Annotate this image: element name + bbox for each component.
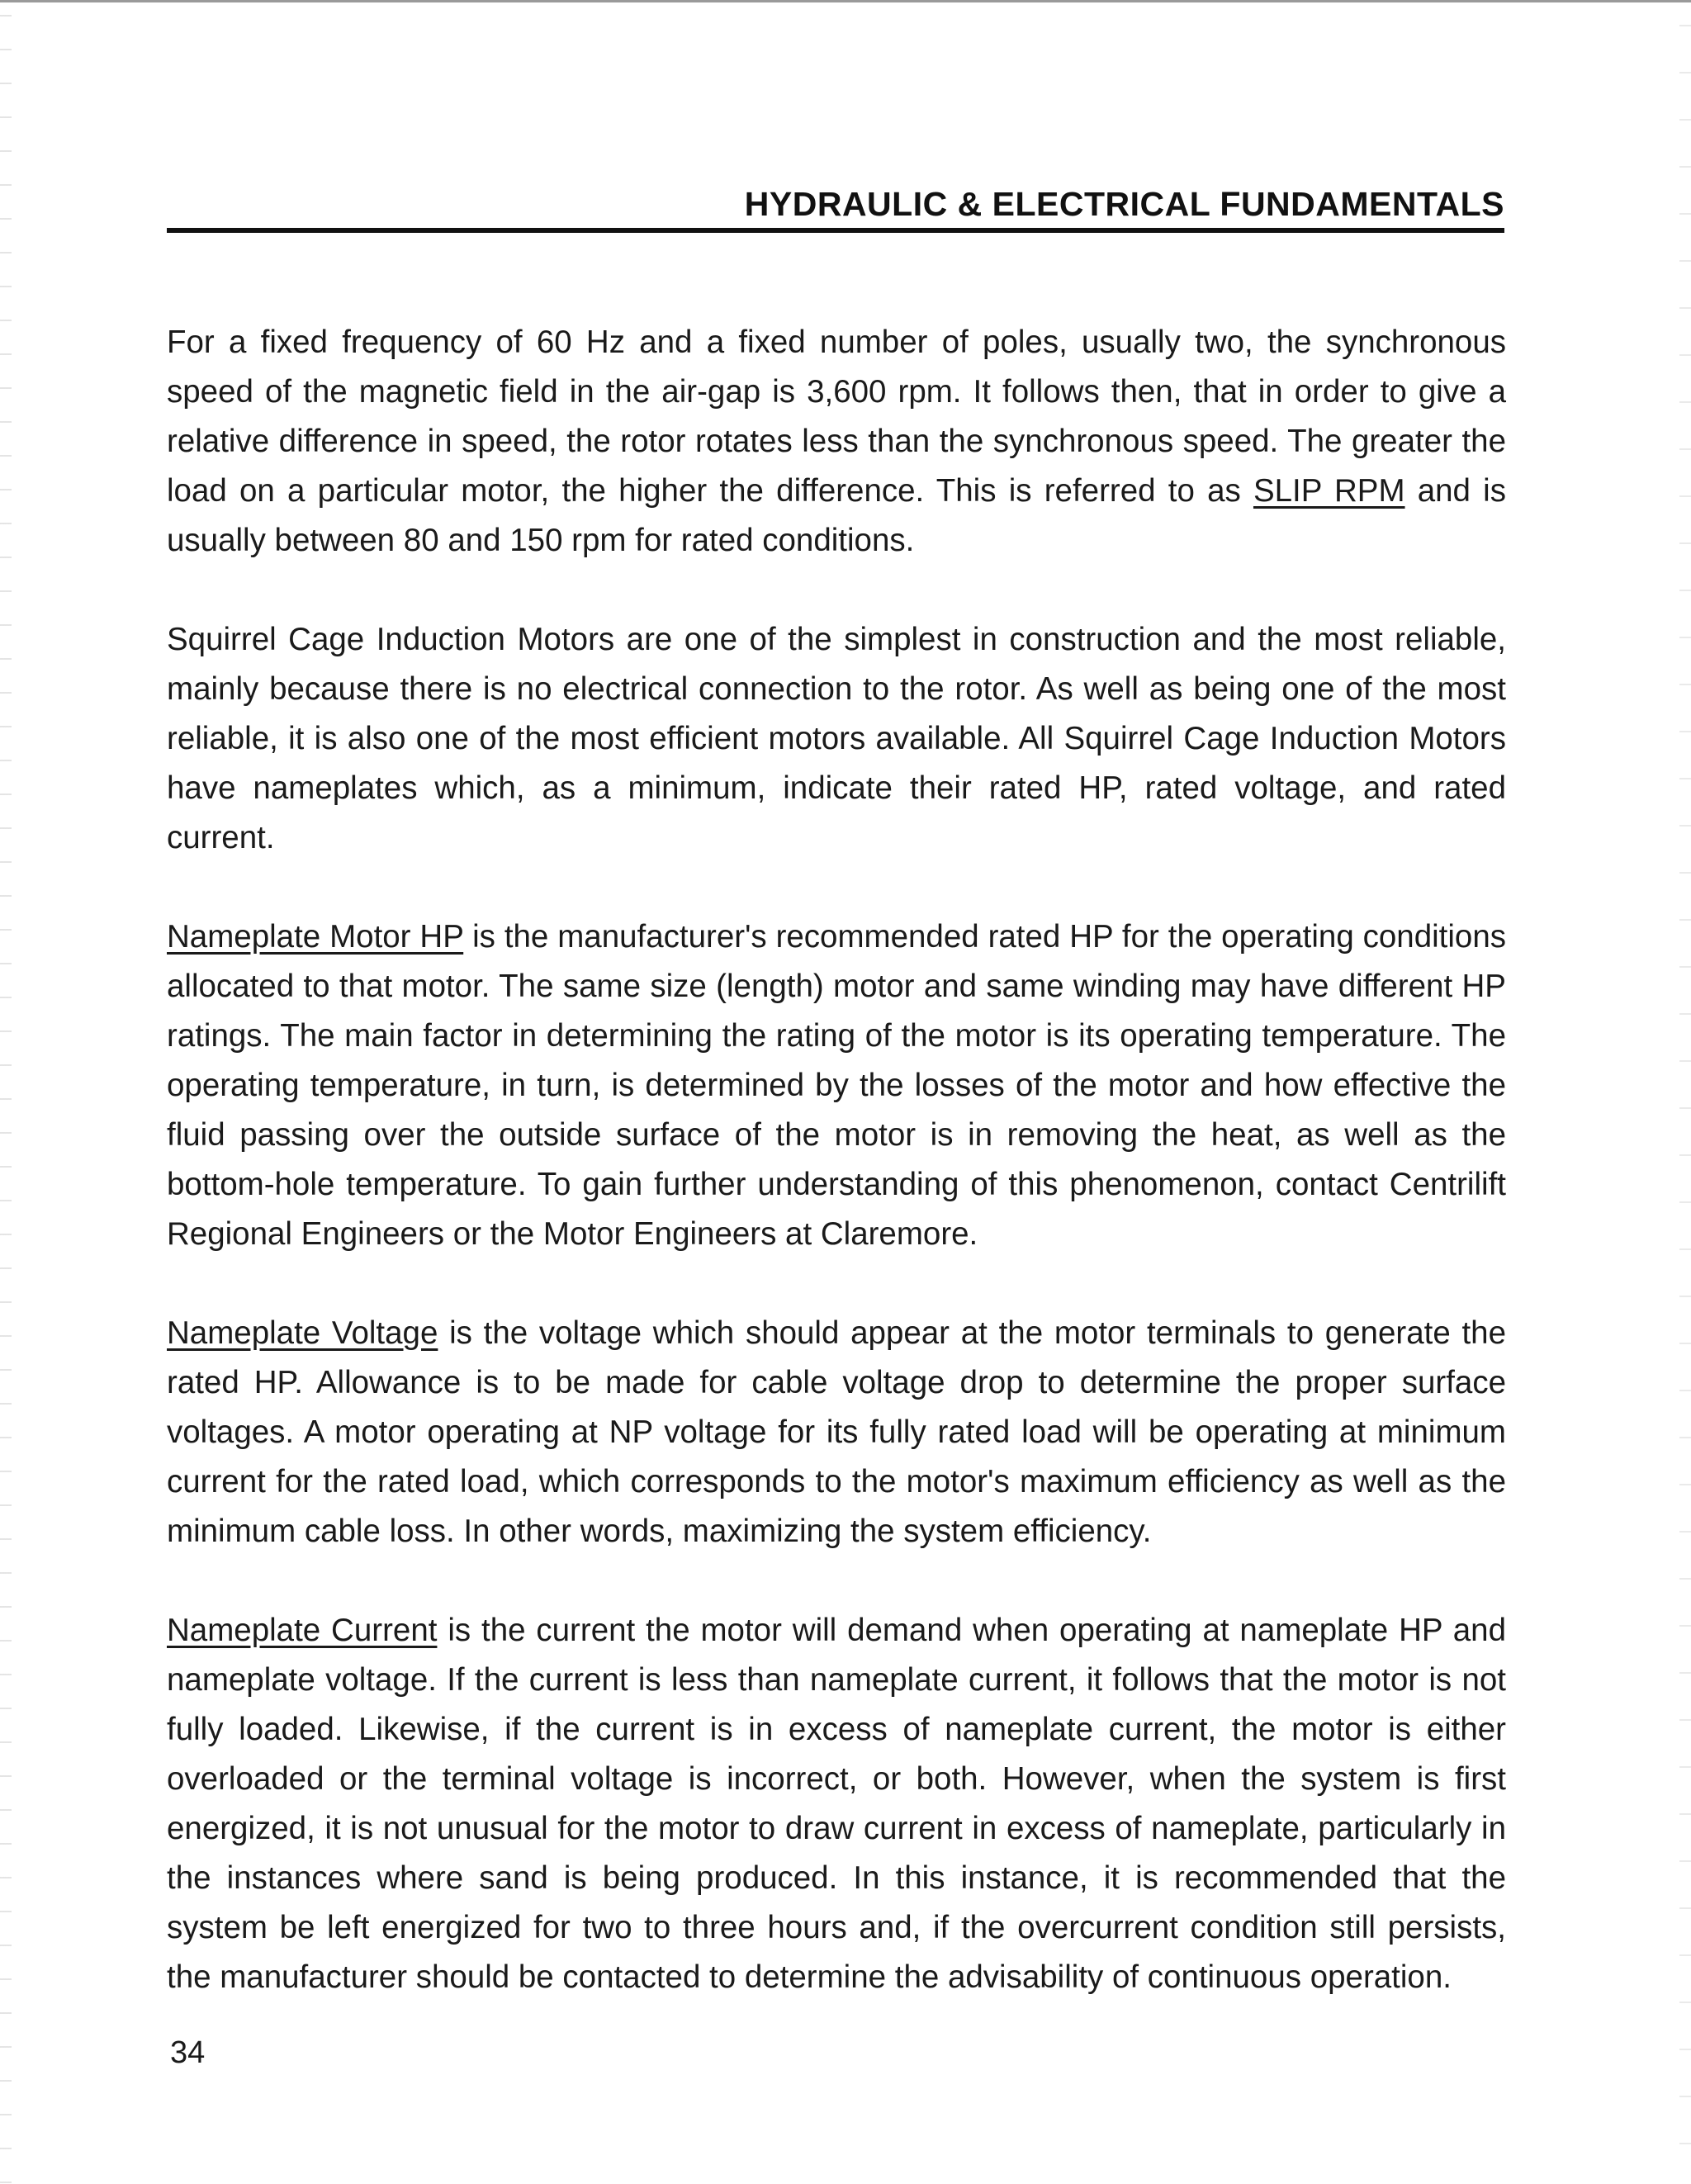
paragraph-nameplate-current (167, 1606, 1506, 2002)
paragraph-tail: and is usually between 80 and 150 rpm for rated conditions. (167, 473, 1506, 558)
scan-top-edge (0, 0, 1691, 2)
scan-right-edge (1679, 0, 1691, 2184)
header-rule (167, 228, 1504, 233)
page-number: 34 (170, 2035, 206, 2070)
term-slip-rpm: SLIP RPM (1253, 473, 1405, 509)
paragraph-text: Squirrel Cage Induction Motors are one of the simplest in construction and the most reliable, mainly because there is no electrical connection to the rotor. As well as being one of the most reliable, it is also one of the most efficient motors available. All Squirrel Cage Induction Motors have nameplates which, as a minimum, indicate their rated HP, rated voltage, and rated current. (167, 622, 1506, 855)
term-nameplate-voltage: Nameplate Voltage (167, 1315, 438, 1351)
term-nameplate-motor-hp: Nameplate Motor HP (167, 919, 464, 955)
paragraph-squirrel-cage (167, 615, 1506, 863)
scan-left-edge (0, 0, 12, 2184)
body-text (167, 318, 1506, 2002)
paragraph-slip-rpm (167, 318, 1506, 566)
paragraph-text: is the manufacturer's recommended rated HP for the operating conditions allocated to that motor. The same size (length) motor and same winding may have different HP ratings. The main factor in determining the rating of the motor is its operating temperature. The operating temperature, in turn, is determined by the losses of the motor and how effective the fluid passing over the outside surface of the motor is in removing the heat, as well as the bottom-hole temperature. To gain further understanding of this phenomenon, contact Centrilift Regional Engineers or the Motor Engineers at Claremore. (167, 919, 1506, 1252)
paragraph-text: is the voltage which should appear at the motor terminals to generate the rated HP. Allowance is to be made for cable voltage drop to determine the proper surface voltages. A motor operating at NP voltage for its fully rated load will be operating at minimum current for the rated load, which corresponds to the motor's maximum efficiency as well as the minimum cable loss. In other words, maximizing the system efficiency. (167, 1315, 1506, 1549)
paragraph-text: is the current the motor will demand when operating at nameplate HP and nameplate voltage. If the current is less than nameplate current, it follows that the motor is not fully loaded. Likewise, if the current is in excess of nameplate current, the motor is either overloaded or the terminal voltage is incorrect, or both. However, when the system is first energized, it is not unusual for the motor to draw current in excess of nameplate, particularly in the instances where sand is being produced. In this instance, it is recommended that the system be left energized for two to three hours and, if the overcurrent condition still persists, the manufacturer should be contacted to determine the advisability of continuous operation. (167, 1613, 1506, 1995)
term-nameplate-current: Nameplate Current (167, 1613, 438, 1648)
paragraph-nameplate-hp (167, 912, 1506, 1259)
running-header: HYDRAULIC & ELECTRICAL FUNDAMENTALS (744, 185, 1504, 223)
paragraph-text: For a fixed frequency of 60 Hz and a fixed number of poles, usually two, the synchronous speed of the magnetic field in the air-gap is 3,600 rpm. It follows then, that in order to give a relative difference in speed, the rotor rotates less than the synchronous speed. The greater the load on a particular motor, the higher the difference. This is referred to as (167, 325, 1506, 509)
paragraph-nameplate-voltage (167, 1309, 1506, 1556)
